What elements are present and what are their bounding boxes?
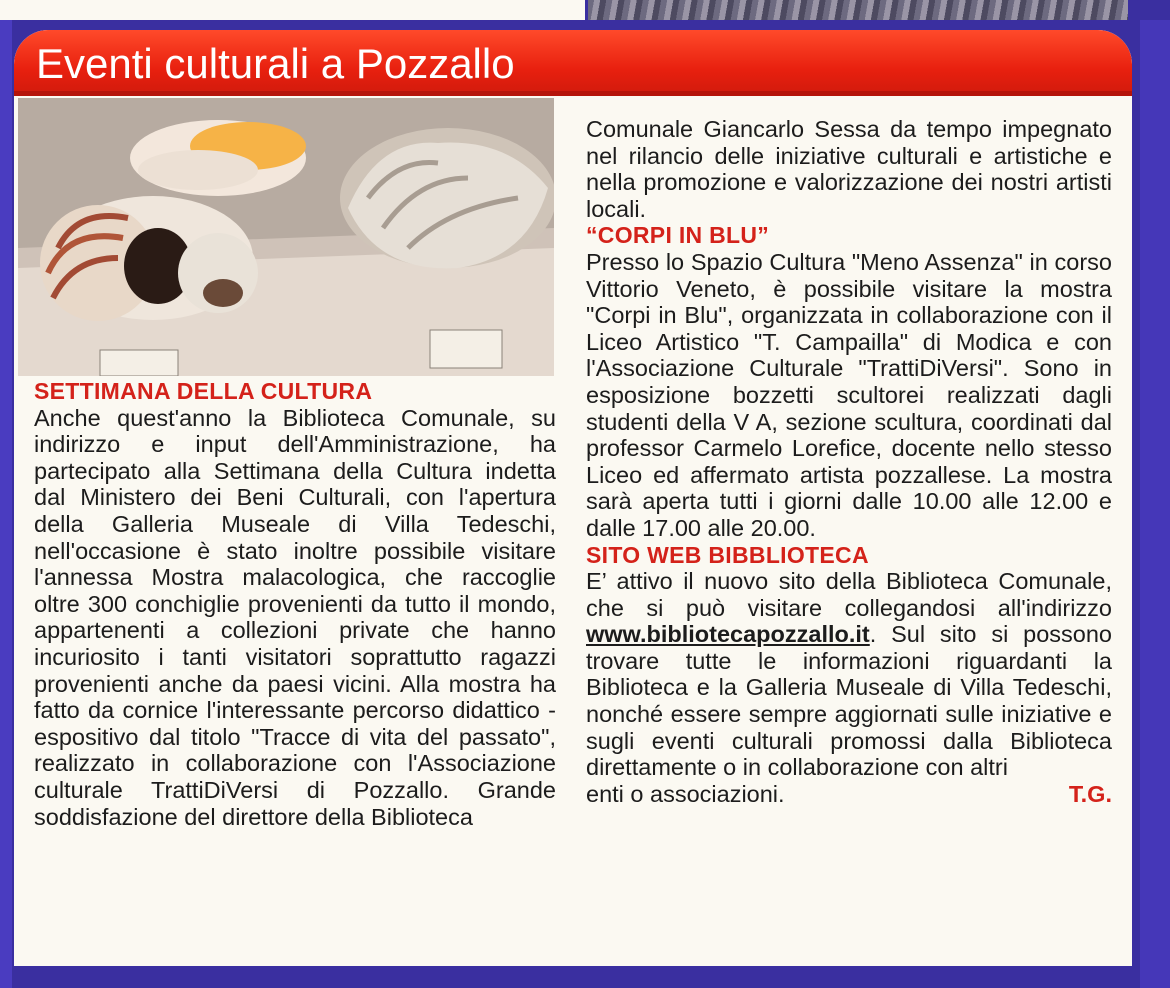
paragraph-settimana-continued: Comunale Giancarlo Sessa da tempo impegnato nel rilancio delle iniziative culturali e artistiche e nella promozione e valorizzazione dei nostri artisti locali. xyxy=(586,116,1112,222)
shells-illustration xyxy=(18,98,554,376)
left-frame xyxy=(0,20,12,988)
sito-text-after: . Sul sito si possono trovare tutte le informazioni riguardanti la Biblioteca e la Galleria Museale di Villa Tedeschi, nonché essere sempre aggiornati sulle iniziative e sugli eventi culturali promossi dalla Biblioteca direttamente o in collaborazione con altri xyxy=(586,621,1112,781)
title-bar xyxy=(14,30,1132,96)
heading-sito: SITO WEB BIBBLIOTECA xyxy=(586,541,869,568)
closing-line xyxy=(586,781,1112,808)
sito-text-before: E’ attivo il nuovo sito della Biblioteca Comunale, che si può visitare collegandosi all'indirizzo xyxy=(586,568,1112,621)
right-frame xyxy=(1140,20,1170,988)
heading-corpi: “CORPI IN BLU” xyxy=(586,222,770,249)
paragraph-sito xyxy=(586,568,1112,781)
paragraph-settimana: Anche quest'anno la Biblioteca Comunale, su indirizzo e input dell'Amministrazione, ha partecipato alla Settimana della Cultura indetta dal Ministero dei Beni Culturali, con l'apertura della Galleria Museale di Villa Tedeschi, nell'occasione è stato inoltre possibile visitare l'annessa Mostra malacologica, che raccoglie oltre 300 conchiglie provenienti da tutto il mondo, appartenenti a collezioni private che hanno incuriosito i tanti visitatori soprattutto ragazzi provenienti anche da paesi vicini. Alla mostra ha fatto da cornice l'interessante percorso didattico - espositivo dal titolo "Tracce di vita del passato", realizzato in collaborazione con l'Associazione culturale TrattiDiVersi di Pozzallo. Grande soddisfazione del direttore della Biblioteca xyxy=(34,404,556,830)
left-column xyxy=(34,378,556,830)
shells-photo xyxy=(18,98,554,376)
previous-page-strip xyxy=(0,0,585,20)
right-column xyxy=(586,116,1112,807)
sito-last-line: enti o associazioni. xyxy=(586,780,785,807)
previous-photo-strip xyxy=(588,0,1128,20)
author-signature: T.G. xyxy=(1068,780,1112,807)
website-link[interactable]: www.bibliotecapozzallo.it xyxy=(586,621,870,648)
paragraph-corpi: Presso lo Spazio Cultura "Meno Assenza" in corso Vittorio Veneto, è possibile visitare la mostra "Corpi in Blu", organizzata in collaborazione con il Liceo Artistico "T. Campailla" di Modica e con l'Associazione Culturale "TrattiDiVersi". Sono in esposizione bozzetti scultorei realizzati dagli studenti della V A, sezione scultura, coordinati dal professor Carmelo Lorefice, docente nello stesso Liceo ed affermato artista pozzallese. La mostra sarà aperta tutti i giorni dalle 10.00 alle 12.00 e dalle 17.00 alle 20.00. xyxy=(586,248,1112,541)
page-title: Eventi culturali a Pozzallo xyxy=(36,40,515,87)
heading-settimana: SETTIMANA DELLA CULTURA xyxy=(34,378,373,404)
